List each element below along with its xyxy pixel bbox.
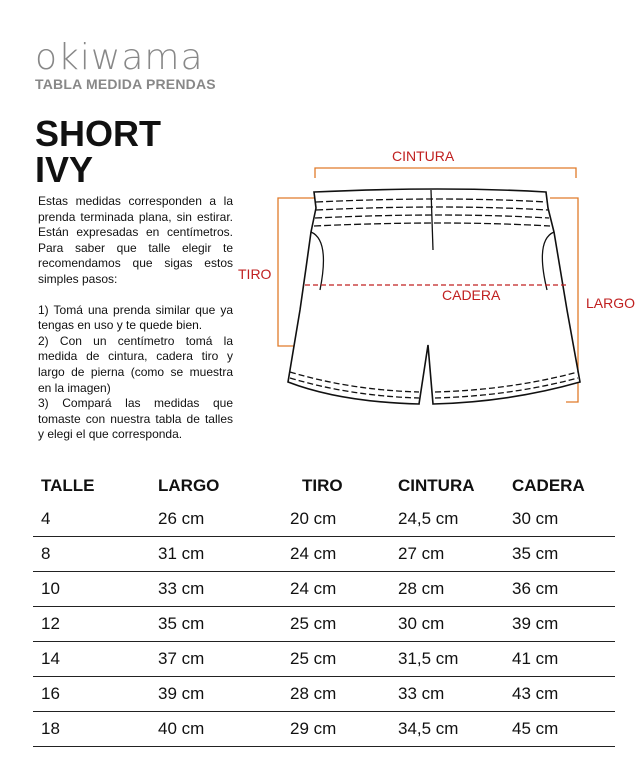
cell-cadera: 39 cm xyxy=(512,607,615,642)
cell-largo: 39 cm xyxy=(158,677,290,712)
cell-cintura: 24,5 cm xyxy=(398,502,512,537)
size-table xyxy=(33,470,615,747)
cell-largo: 33 cm xyxy=(158,572,290,607)
cell-largo: 40 cm xyxy=(158,712,290,747)
header-talle: TALLE xyxy=(41,476,95,495)
cell-tiro: 25 cm xyxy=(290,607,398,642)
instructions xyxy=(38,194,233,443)
cell-cintura: 27 cm xyxy=(398,537,512,572)
header-largo: LARGO xyxy=(158,476,220,495)
cell-cintura: 33 cm xyxy=(398,677,512,712)
header-tiro: TIRO xyxy=(302,476,343,495)
product-title-line2: IVY xyxy=(35,149,94,190)
table-row xyxy=(33,712,615,747)
label-tiro: TIRO xyxy=(238,266,272,282)
shorts-outline xyxy=(288,189,580,404)
cell-cadera: 35 cm xyxy=(512,537,615,572)
page-subtitle: TABLA MEDIDA PRENDAS xyxy=(35,76,216,92)
table-header-row xyxy=(33,470,615,502)
label-cintura: CINTURA xyxy=(392,148,455,164)
instructions-step-3: 3) Compará las medidas que tomaste con nuestra tabla de talles y elegi el que corresponda. xyxy=(38,396,233,442)
table-row xyxy=(33,502,615,537)
cell-cadera: 43 cm xyxy=(512,677,615,712)
instructions-step-2: 2) Con un centímetro tomá la medida de cintura, cadera tiro y largo de pierna (como se muestra en la imagen) xyxy=(38,333,233,395)
cell-tiro: 24 cm xyxy=(290,572,398,607)
header-cintura: CINTURA xyxy=(398,476,475,495)
header-cadera: CADERA xyxy=(512,476,585,495)
cell-cadera: 41 cm xyxy=(512,642,615,677)
cell-talle: 18 xyxy=(33,712,158,747)
cell-cintura: 34,5 cm xyxy=(398,712,512,747)
cell-talle: 10 xyxy=(33,572,158,607)
cell-cintura: 31,5 cm xyxy=(398,642,512,677)
cell-tiro: 24 cm xyxy=(290,537,398,572)
cell-cadera: 36 cm xyxy=(512,572,615,607)
cell-largo: 26 cm xyxy=(158,502,290,537)
cell-cintura: 30 cm xyxy=(398,607,512,642)
cell-talle: 4 xyxy=(33,502,158,537)
label-largo: LARGO xyxy=(586,295,636,311)
instructions-step-1: 1) Tomá una prenda similar que ya tengas en uso y te quede bien. xyxy=(38,302,233,333)
table-row xyxy=(33,677,615,712)
cell-talle: 12 xyxy=(33,607,158,642)
label-cadera: CADERA xyxy=(442,287,501,303)
table-row xyxy=(33,572,615,607)
cell-tiro: 20 cm xyxy=(290,502,398,537)
table-row xyxy=(33,607,615,642)
cell-largo: 31 cm xyxy=(158,537,290,572)
shorts-diagram xyxy=(230,140,640,420)
cell-talle: 8 xyxy=(33,537,158,572)
cell-cadera: 45 cm xyxy=(512,712,615,747)
cell-cintura: 28 cm xyxy=(398,572,512,607)
table-row xyxy=(33,537,615,572)
cell-talle: 14 xyxy=(33,642,158,677)
product-title-line1: SHORT xyxy=(35,113,161,154)
cell-largo: 35 cm xyxy=(158,607,290,642)
cell-tiro: 28 cm xyxy=(290,677,398,712)
cell-tiro: 29 cm xyxy=(290,712,398,747)
cell-cadera: 30 cm xyxy=(512,502,615,537)
cell-largo: 37 cm xyxy=(158,642,290,677)
cell-tiro: 25 cm xyxy=(290,642,398,677)
brand-logo: okiwama xyxy=(35,37,204,78)
cell-talle: 16 xyxy=(33,677,158,712)
instructions-intro: Estas medidas corresponden a la prenda terminada plana, sin estirar. Están expresadas en centímetros. Para saber que talle elegir te recomendamos que sigas estos simples pasos: xyxy=(38,194,233,286)
table-row xyxy=(33,642,615,677)
